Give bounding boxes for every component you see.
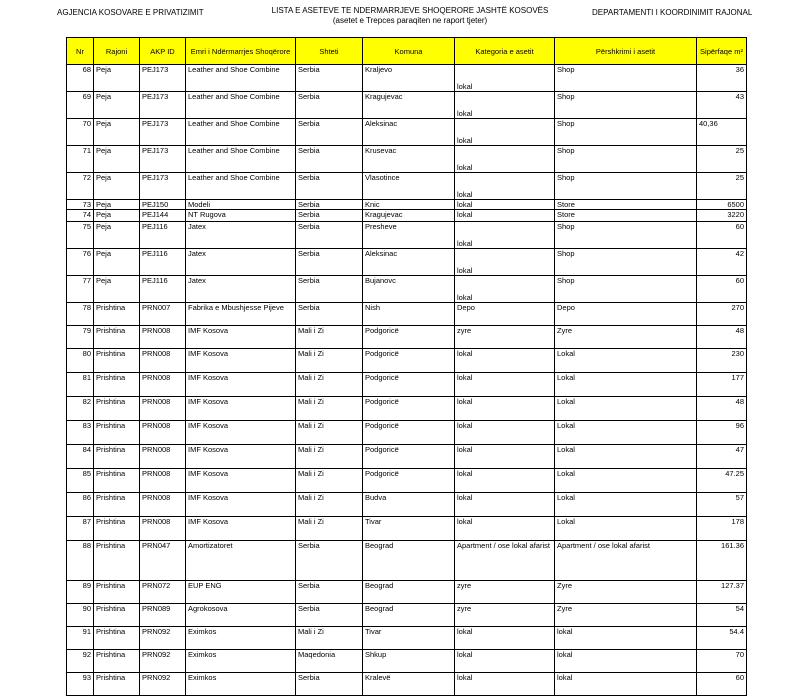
row-emri: IMF Kosova — [186, 445, 296, 469]
row-akp-id: PRN008 — [140, 493, 186, 517]
row-nr: 81 — [67, 373, 94, 397]
row-komuna: Podgoricë — [363, 397, 455, 421]
row-kategoria: zyre — [455, 326, 555, 349]
table-row — [67, 200, 747, 210]
row-rajoni: Peja — [94, 200, 140, 210]
assets-table — [66, 37, 747, 696]
row-siperfaqe: 54 — [697, 604, 747, 627]
row-nr: 76 — [67, 249, 94, 276]
row-nr: 86 — [67, 493, 94, 517]
row-komuna: Krusevac — [363, 146, 455, 173]
row-siperfaqe: 40,36 — [697, 119, 747, 146]
row-rajoni: Prishtina — [94, 303, 140, 326]
document-subtitle: (asetet e Trepces paraqiten ne raport tjeter) — [332, 16, 488, 25]
row-pershkrimi: Lokal — [555, 469, 697, 493]
row-komuna: Kragujevac — [363, 92, 455, 119]
row-shteti: Mali i Zi — [296, 627, 363, 650]
row-shteti: Maqedonia — [296, 650, 363, 673]
row-kategoria: lokal — [455, 173, 555, 200]
row-akp-id: PEJ173 — [140, 65, 186, 92]
table-row — [67, 373, 747, 397]
row-emri: Eximkos — [186, 627, 296, 650]
table-row — [67, 517, 747, 541]
row-komuna: Kraljevo — [363, 65, 455, 92]
row-akp-id: PRN047 — [140, 541, 186, 581]
row-pershkrimi: Shop — [555, 119, 697, 146]
row-komuna: Presheve — [363, 222, 455, 249]
row-kategoria: lokal — [455, 627, 555, 650]
row-siperfaqe: 48 — [697, 326, 747, 349]
row-kategoria: lokal — [455, 65, 555, 92]
row-nr: 70 — [67, 119, 94, 146]
row-kategoria: lokal — [455, 421, 555, 445]
row-emri: NT Rugova — [186, 210, 296, 222]
row-pershkrimi: Lokal — [555, 493, 697, 517]
row-emri: EUP ENG — [186, 581, 296, 604]
row-akp-id: PRN008 — [140, 373, 186, 397]
row-emri: IMF Kosova — [186, 421, 296, 445]
row-shteti: Mali i Zi — [296, 326, 363, 349]
row-siperfaqe: 43 — [697, 92, 747, 119]
row-nr: 68 — [67, 65, 94, 92]
row-pershkrimi: Shop — [555, 146, 697, 173]
row-rajoni: Peja — [94, 146, 140, 173]
row-akp-id: PEJ173 — [140, 173, 186, 200]
table-row — [67, 276, 747, 303]
row-rajoni: Peja — [94, 65, 140, 92]
row-akp-id: PRN092 — [140, 673, 186, 696]
row-kategoria: lokal — [455, 146, 555, 173]
row-shteti: Serbia — [296, 146, 363, 173]
row-rajoni: Prishtina — [94, 673, 140, 696]
row-kategoria: lokal — [455, 222, 555, 249]
row-kategoria: lokal — [455, 650, 555, 673]
row-shteti: Mali i Zi — [296, 421, 363, 445]
table-row — [67, 119, 747, 146]
row-nr: 88 — [67, 541, 94, 581]
row-kategoria: lokal — [455, 445, 555, 469]
row-pershkrimi: Store — [555, 200, 697, 210]
row-nr: 90 — [67, 604, 94, 627]
row-shteti: Serbia — [296, 173, 363, 200]
row-akp-id: PRN089 — [140, 604, 186, 627]
row-akp-id: PEJ173 — [140, 92, 186, 119]
row-emri: IMF Kosova — [186, 326, 296, 349]
row-shteti: Serbia — [296, 303, 363, 326]
row-nr: 83 — [67, 421, 94, 445]
row-akp-id: PRN008 — [140, 349, 186, 373]
row-shteti: Mali i Zi — [296, 469, 363, 493]
row-rajoni: Prishtina — [94, 517, 140, 541]
row-komuna: Podgoricë — [363, 326, 455, 349]
row-komuna: Vlasotince — [363, 173, 455, 200]
row-pershkrimi: Shop — [555, 65, 697, 92]
row-komuna: Beograd — [363, 541, 455, 581]
row-nr: 91 — [67, 627, 94, 650]
row-emri: IMF Kosova — [186, 517, 296, 541]
row-rajoni: Prishtina — [94, 349, 140, 373]
table-row — [67, 222, 747, 249]
table-row — [67, 303, 747, 326]
row-nr: 69 — [67, 92, 94, 119]
row-akp-id: PRN007 — [140, 303, 186, 326]
row-kategoria: lokal — [455, 119, 555, 146]
column-header-akp-id: AKP ID — [140, 38, 186, 65]
row-komuna: Beograd — [363, 581, 455, 604]
row-rajoni: Prishtina — [94, 541, 140, 581]
row-siperfaqe: 270 — [697, 303, 747, 326]
row-rajoni: Peja — [94, 276, 140, 303]
row-kategoria: Depo — [455, 303, 555, 326]
row-siperfaqe: 36 — [697, 65, 747, 92]
row-shteti: Mali i Zi — [296, 517, 363, 541]
row-kategoria: lokal — [455, 200, 555, 210]
row-pershkrimi: Shop — [555, 173, 697, 200]
table-header-row — [67, 38, 747, 65]
row-shteti: Mali i Zi — [296, 397, 363, 421]
row-siperfaqe: 25 — [697, 146, 747, 173]
table-row — [67, 249, 747, 276]
row-siperfaqe: 54.4 — [697, 627, 747, 650]
row-shteti: Mali i Zi — [296, 373, 363, 397]
row-nr: 72 — [67, 173, 94, 200]
row-nr: 85 — [67, 469, 94, 493]
row-komuna: Podgoricë — [363, 373, 455, 397]
row-pershkrimi: lokal — [555, 673, 697, 696]
table-row — [67, 673, 747, 696]
row-emri: Leather and Shoe Combine — [186, 119, 296, 146]
row-nr: 84 — [67, 445, 94, 469]
table-row — [67, 581, 747, 604]
column-header-siperfaqe: Sipërfaqe m² — [697, 38, 747, 65]
row-pershkrimi: Zyre — [555, 326, 697, 349]
row-pershkrimi: lokal — [555, 650, 697, 673]
agency-name: AGJENCIA KOSOVARE E PRIVATIZIMIT — [57, 8, 204, 17]
row-siperfaqe: 47.25 — [697, 469, 747, 493]
row-komuna: Aleksinac — [363, 119, 455, 146]
row-shteti: Mali i Zi — [296, 493, 363, 517]
row-rajoni: Prishtina — [94, 581, 140, 604]
row-siperfaqe: 47 — [697, 445, 747, 469]
row-rajoni: Prishtina — [94, 445, 140, 469]
row-akp-id: PEJ144 — [140, 210, 186, 222]
row-pershkrimi: Lokal — [555, 373, 697, 397]
table-row — [67, 326, 747, 349]
row-nr: 75 — [67, 222, 94, 249]
row-kategoria: lokal — [455, 397, 555, 421]
row-kategoria: lokal — [455, 249, 555, 276]
row-nr: 71 — [67, 146, 94, 173]
row-nr: 92 — [67, 650, 94, 673]
row-rajoni: Prishtina — [94, 373, 140, 397]
row-nr: 79 — [67, 326, 94, 349]
row-nr: 78 — [67, 303, 94, 326]
row-siperfaqe: 70 — [697, 650, 747, 673]
row-komuna: Shkup — [363, 650, 455, 673]
row-akp-id: PEJ173 — [140, 146, 186, 173]
row-pershkrimi: Lokal — [555, 397, 697, 421]
row-siperfaqe: 48 — [697, 397, 747, 421]
row-rajoni: Prishtina — [94, 604, 140, 627]
row-rajoni: Prishtina — [94, 469, 140, 493]
row-emri: Leather and Shoe Combine — [186, 173, 296, 200]
row-emri: Agrokosova — [186, 604, 296, 627]
row-pershkrimi: Lokal — [555, 445, 697, 469]
table-row — [67, 210, 747, 222]
row-komuna: Bujanovc — [363, 276, 455, 303]
row-komuna: Aleksinac — [363, 249, 455, 276]
row-shteti: Serbia — [296, 276, 363, 303]
row-nr: 80 — [67, 349, 94, 373]
row-komuna: Beograd — [363, 604, 455, 627]
column-header-emri: Emri i Ndërmarrjes Shoqërore — [186, 38, 296, 65]
row-emri: IMF Kosova — [186, 493, 296, 517]
row-emri: Jatex — [186, 249, 296, 276]
row-shteti: Serbia — [296, 222, 363, 249]
row-siperfaqe: 57 — [697, 493, 747, 517]
table-row — [67, 173, 747, 200]
row-nr: 93 — [67, 673, 94, 696]
row-pershkrimi: Lokal — [555, 517, 697, 541]
row-emri: Leather and Shoe Combine — [186, 146, 296, 173]
row-nr: 87 — [67, 517, 94, 541]
row-akp-id: PEJ116 — [140, 249, 186, 276]
table-row — [67, 65, 747, 92]
row-pershkrimi: Shop — [555, 92, 697, 119]
row-emri: Eximkos — [186, 650, 296, 673]
row-emri: IMF Kosova — [186, 397, 296, 421]
row-kategoria: lokal — [455, 210, 555, 222]
row-rajoni: Prishtina — [94, 397, 140, 421]
row-pershkrimi: Lokal — [555, 421, 697, 445]
row-siperfaqe: 96 — [697, 421, 747, 445]
row-komuna: Tivar — [363, 517, 455, 541]
row-komuna: Nish — [363, 303, 455, 326]
table-row — [67, 541, 747, 581]
row-rajoni: Peja — [94, 119, 140, 146]
row-rajoni: Prishtina — [94, 493, 140, 517]
row-shteti: Mali i Zi — [296, 349, 363, 373]
row-kategoria: lokal — [455, 673, 555, 696]
row-pershkrimi: Zyre — [555, 581, 697, 604]
row-shteti: Serbia — [296, 200, 363, 210]
column-header-pershkrimi: Përshkrimi i asetit — [555, 38, 697, 65]
row-emri: Modeli — [186, 200, 296, 210]
table-row — [67, 650, 747, 673]
table-row — [67, 397, 747, 421]
row-rajoni: Peja — [94, 173, 140, 200]
row-akp-id: PEJ150 — [140, 200, 186, 210]
row-nr: 82 — [67, 397, 94, 421]
row-komuna: Podgoricë — [363, 469, 455, 493]
row-nr: 73 — [67, 200, 94, 210]
row-pershkrimi: lokal — [555, 627, 697, 650]
row-pershkrimi: Shop — [555, 222, 697, 249]
row-siperfaqe: 127.37 — [697, 581, 747, 604]
table-row — [67, 445, 747, 469]
row-akp-id: PRN008 — [140, 326, 186, 349]
row-emri: Amortizatoret — [186, 541, 296, 581]
row-shteti: Serbia — [296, 249, 363, 276]
row-pershkrimi: Apartment / ose lokal afarist — [555, 541, 697, 581]
row-rajoni: Peja — [94, 92, 140, 119]
row-rajoni: Peja — [94, 249, 140, 276]
row-emri: Eximkos — [186, 673, 296, 696]
row-siperfaqe: 178 — [697, 517, 747, 541]
row-siperfaqe: 25 — [697, 173, 747, 200]
row-kategoria: Apartment / ose lokal afarist — [455, 541, 555, 581]
row-akp-id: PEJ116 — [140, 222, 186, 249]
row-pershkrimi: Shop — [555, 276, 697, 303]
document-title — [270, 6, 550, 26]
row-rajoni: Prishtina — [94, 650, 140, 673]
row-siperfaqe: 3220 — [697, 210, 747, 222]
row-pershkrimi: Store — [555, 210, 697, 222]
row-rajoni: Prishtina — [94, 627, 140, 650]
row-kategoria: lokal — [455, 517, 555, 541]
row-akp-id: PRN008 — [140, 445, 186, 469]
column-header-shteti: Shteti — [296, 38, 363, 65]
row-akp-id: PEJ173 — [140, 119, 186, 146]
department-name: DEPARTAMENTI I KOORDINIMIT RAJONAL — [592, 8, 753, 17]
row-emri: Leather and Shoe Combine — [186, 92, 296, 119]
row-pershkrimi: Lokal — [555, 349, 697, 373]
row-siperfaqe: 42 — [697, 249, 747, 276]
table-row — [67, 349, 747, 373]
table-row — [67, 469, 747, 493]
row-nr: 77 — [67, 276, 94, 303]
row-kategoria: lokal — [455, 373, 555, 397]
row-komuna: Podgoricë — [363, 349, 455, 373]
row-akp-id: PRN008 — [140, 397, 186, 421]
table-row — [67, 604, 747, 627]
table-row — [67, 421, 747, 445]
row-komuna: Tivar — [363, 627, 455, 650]
table-row — [67, 146, 747, 173]
row-shteti: Mali i Zi — [296, 445, 363, 469]
column-header-kategoria: Kategoria e asetit — [455, 38, 555, 65]
row-siperfaqe: 177 — [697, 373, 747, 397]
row-akp-id: PRN008 — [140, 469, 186, 493]
row-kategoria: lokal — [455, 92, 555, 119]
row-rajoni: Peja — [94, 222, 140, 249]
document-title-line1: LISTA E ASETEVE TE NDERMARRJEVE SHOQERORE JASHTË KOSOVËS — [271, 6, 549, 15]
table-row — [67, 493, 747, 517]
column-header-nr: Nr — [67, 38, 94, 65]
row-nr: 89 — [67, 581, 94, 604]
row-siperfaqe: 60 — [697, 673, 747, 696]
row-kategoria: lokal — [455, 349, 555, 373]
row-akp-id: PRN008 — [140, 421, 186, 445]
row-shteti: Serbia — [296, 673, 363, 696]
column-header-rajoni: Rajoni — [94, 38, 140, 65]
row-emri: Leather and Shoe Combine — [186, 65, 296, 92]
row-kategoria: zyre — [455, 581, 555, 604]
row-rajoni: Peja — [94, 210, 140, 222]
row-pershkrimi: Shop — [555, 249, 697, 276]
row-akp-id: PRN072 — [140, 581, 186, 604]
row-siperfaqe: 6500 — [697, 200, 747, 210]
row-emri: IMF Kosova — [186, 349, 296, 373]
row-siperfaqe: 230 — [697, 349, 747, 373]
row-emri: Jatex — [186, 222, 296, 249]
row-shteti: Serbia — [296, 210, 363, 222]
row-kategoria: lokal — [455, 276, 555, 303]
row-kategoria: lokal — [455, 469, 555, 493]
row-pershkrimi: Depo — [555, 303, 697, 326]
row-komuna: Podgoricë — [363, 421, 455, 445]
row-emri: Fabrika e Mbushjesse Pijeve — [186, 303, 296, 326]
table-row — [67, 627, 747, 650]
row-pershkrimi: Zyre — [555, 604, 697, 627]
row-kategoria: zyre — [455, 604, 555, 627]
table-row — [67, 92, 747, 119]
row-komuna: Kralevë — [363, 673, 455, 696]
row-shteti: Serbia — [296, 92, 363, 119]
row-rajoni: Prishtina — [94, 421, 140, 445]
row-emri: Jatex — [186, 276, 296, 303]
row-shteti: Serbia — [296, 581, 363, 604]
row-shteti: Serbia — [296, 65, 363, 92]
row-akp-id: PRN092 — [140, 627, 186, 650]
row-rajoni: Prishtina — [94, 326, 140, 349]
row-akp-id: PRN092 — [140, 650, 186, 673]
row-akp-id: PEJ116 — [140, 276, 186, 303]
row-siperfaqe: 60 — [697, 222, 747, 249]
row-shteti: Serbia — [296, 604, 363, 627]
row-akp-id: PRN008 — [140, 517, 186, 541]
row-komuna: Kragujevac — [363, 210, 455, 222]
row-nr: 74 — [67, 210, 94, 222]
row-emri: IMF Kosova — [186, 373, 296, 397]
row-emri: IMF Kosova — [186, 469, 296, 493]
row-komuna: Budva — [363, 493, 455, 517]
row-komuna: Podgoricë — [363, 445, 455, 469]
row-kategoria: lokal — [455, 493, 555, 517]
row-shteti: Serbia — [296, 541, 363, 581]
row-shteti: Serbia — [296, 119, 363, 146]
row-komuna: Knic — [363, 200, 455, 210]
row-siperfaqe: 161.36 — [697, 541, 747, 581]
column-header-komuna: Komuna — [363, 38, 455, 65]
row-siperfaqe: 60 — [697, 276, 747, 303]
